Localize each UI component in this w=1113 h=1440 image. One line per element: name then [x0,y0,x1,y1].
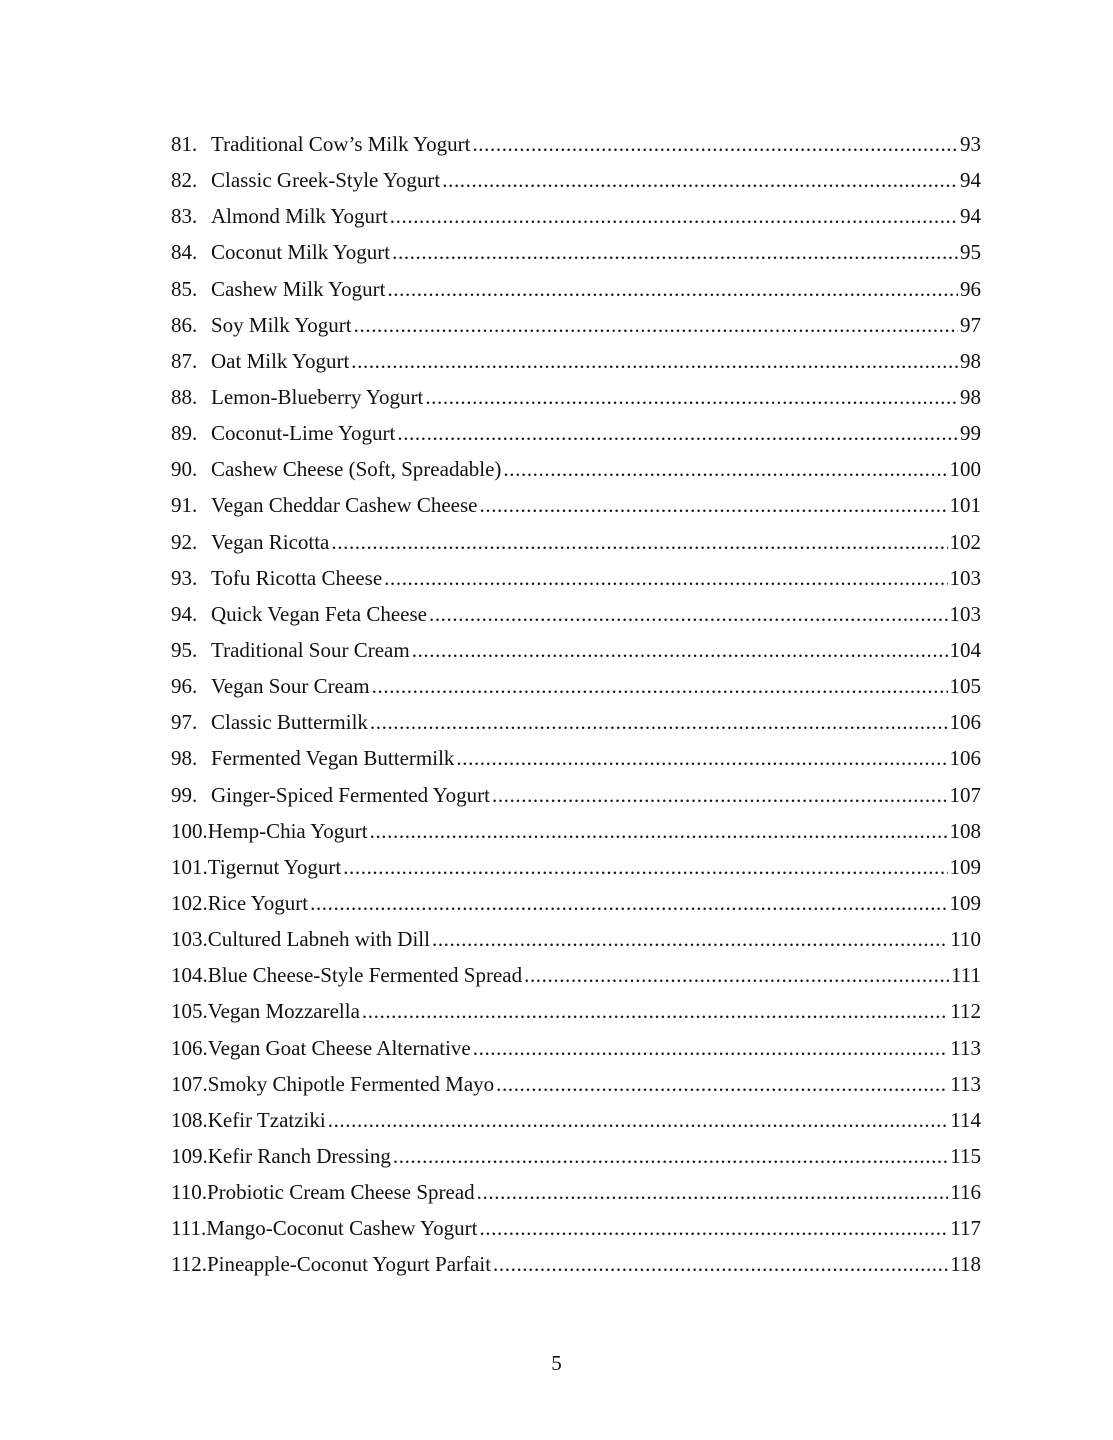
toc-entry[interactable] [171,307,981,343]
toc-entry[interactable] [171,993,981,1029]
toc-entry-number: 91. [171,493,198,518]
toc-entry-page: 118 [950,1252,981,1277]
toc-entry[interactable] [171,560,981,596]
toc-entry-page: 116 [950,1180,981,1205]
toc-entry[interactable] [171,271,981,307]
toc-entry-page: 113 [950,1071,981,1096]
toc-entry[interactable] [171,126,981,162]
toc-entry-title: Tigernut Yogurt [207,854,342,879]
dot-leader [472,126,958,162]
toc-entry-page: 95 [960,240,981,265]
toc-entry[interactable] [171,415,981,451]
toc-entry-number: 108. [171,1107,208,1132]
toc-entry-page: 94 [960,204,981,229]
toc-entry-page: 109 [949,854,981,879]
dot-leader [390,198,958,234]
toc-entry[interactable] [171,885,981,921]
toc-entry-number: 96. [171,674,198,699]
dot-leader [480,487,948,523]
dot-leader [393,1138,948,1174]
toc-entry[interactable] [171,921,981,957]
toc-entry-page: 106 [949,746,981,771]
dot-leader [412,632,948,668]
toc-entry[interactable] [171,1102,981,1138]
dot-leader [328,1102,949,1138]
toc-entry-number: 92. [171,529,198,554]
toc-entry-title: Blue Cheese-Style Fermented Spread [207,963,523,988]
dot-leader [397,415,958,451]
toc-entry-title: Classic Greek-Style Yogurt [211,168,441,193]
toc-entry-page: 115 [950,1143,981,1168]
toc-entry-number: 85. [171,276,198,301]
toc-entry-title: Smoky Chipotle Fermented Mayo [207,1071,495,1096]
toc-entry-title: Tofu Ricotta Cheese [211,565,383,590]
toc-entry-title: Coconut Milk Yogurt [211,240,391,265]
dot-leader [362,993,948,1029]
dot-leader [432,921,948,957]
toc-entry-number: 100. [171,818,208,843]
toc-entry-page: 96 [960,276,981,301]
toc-entry-page: 101 [949,493,981,518]
dot-leader [392,234,958,270]
toc-entry-title: Ginger-Spiced Fermented Yogurt [211,782,490,807]
toc-entry-page: 117 [950,1216,981,1241]
toc-entry-number: 107. [171,1071,208,1096]
toc-entry[interactable] [171,234,981,270]
toc-entry[interactable] [171,487,981,523]
toc-entry-page: 100 [949,457,981,482]
toc-entry-title: Vegan Sour Cream [211,674,370,699]
toc-entry-page: 113 [950,1035,981,1060]
toc-entry-number: 86. [171,312,198,337]
toc-entry-page: 111 [951,963,981,988]
toc-entry-page: 105 [949,674,981,699]
toc-entry[interactable] [171,813,981,849]
toc-entry-page: 107 [949,782,981,807]
toc-entry-title: Pineapple-Coconut Yogurt Parfait [206,1252,492,1277]
toc-entry[interactable] [171,740,981,776]
dot-leader [429,596,948,632]
toc-entry-page: 99 [960,421,981,446]
toc-entry-number: 95. [171,637,198,662]
dot-leader [496,1066,948,1102]
toc-entry-number: 103. [171,927,208,952]
toc-entry[interactable] [171,1246,981,1282]
toc-entry-title: Cultured Labneh with Dill [207,927,430,952]
toc-entry-title: Kefir Ranch Dressing [207,1143,391,1168]
toc-entry[interactable] [171,1138,981,1174]
toc-entry-page: 102 [949,529,981,554]
dot-leader [384,560,947,596]
toc-entry[interactable] [171,1030,981,1066]
toc-entry-number: 88. [171,384,198,409]
toc-entry-title: Cashew Cheese (Soft, Spreadable) [211,457,502,482]
toc-entry-page: 103 [949,601,981,626]
dot-leader [479,1210,948,1246]
toc-entry-number: 104. [171,963,208,988]
toc-entry-number: 87. [171,348,198,373]
toc-entry-title: Oat Milk Yogurt [211,348,350,373]
toc-entry[interactable] [171,343,981,379]
dot-leader [425,379,958,415]
dot-leader [492,777,948,813]
toc-entry-number: 82. [171,168,198,193]
toc-entry-number: 111. [171,1216,207,1241]
dot-leader [442,162,958,198]
toc-entry[interactable] [171,777,981,813]
toc-entry-page: 93 [960,132,981,156]
toc-entry[interactable] [171,1174,981,1210]
toc-entry-title: Almond Milk Yogurt [211,204,388,229]
toc-entry[interactable] [171,957,981,993]
toc-entry-number: 93. [171,565,198,590]
toc-entry-title: Hemp-Chia Yogurt [207,818,368,843]
toc-entry-page: 110 [950,927,981,952]
dot-leader [477,1174,949,1210]
toc-entry-number: 102. [171,890,208,915]
toc-entry-number: 84. [171,240,198,265]
toc-entry-number: 83. [171,204,198,229]
dot-leader [456,740,947,776]
toc-entry-title: Traditional Sour Cream [211,637,410,662]
dot-leader [503,451,947,487]
toc-entry-number: 101. [171,854,208,879]
toc-entry-title: Vegan Ricotta [211,529,330,554]
toc-entry[interactable] [171,632,981,668]
toc-entry-title: Lemon-Blueberry Yogurt [211,384,424,409]
page-number: 5 [551,1351,562,1375]
toc-entry-number: 110. [171,1180,207,1205]
toc-entry-number: 97. [171,710,198,735]
toc-entry-title: Vegan Goat Cheese Alternative [207,1035,471,1060]
toc-entry[interactable] [171,1210,981,1246]
dot-leader [370,704,948,740]
toc-entry-title: Vegan Mozzarella [207,999,360,1024]
dot-leader [387,271,958,307]
dot-leader [370,813,948,849]
toc-entry-page: 106 [949,710,981,735]
table-of-contents [171,126,981,1283]
toc-entry[interactable] [171,704,981,740]
toc-entry-title: Traditional Cow’s Milk Yogurt [211,132,471,156]
toc-entry[interactable] [171,198,981,234]
toc-entry-number: 90. [171,457,198,482]
toc-entry-title: Fermented Vegan Buttermilk [211,746,455,771]
dot-leader [493,1246,948,1282]
toc-entry[interactable] [171,1066,981,1102]
dot-leader [331,524,947,560]
toc-entry[interactable] [171,451,981,487]
toc-entry[interactable] [171,379,981,415]
toc-entry-title: Mango-Coconut Cashew Yogurt [206,1216,478,1241]
toc-entry-title: Probiotic Cream Cheese Spread [206,1180,475,1205]
toc-entry-number: 109. [171,1143,208,1168]
toc-entry-page: 103 [949,565,981,590]
toc-entry-number: 94. [171,601,198,626]
toc-entry-title: Rice Yogurt [207,890,309,915]
toc-entry-number: 81. [171,132,198,156]
toc-entry[interactable] [171,668,981,704]
toc-entry-number: 99. [171,782,198,807]
toc-entry-title: Quick Vegan Feta Cheese [211,601,427,626]
toc-entry-page: 98 [960,348,981,373]
toc-entry-title: Soy Milk Yogurt [211,312,352,337]
dot-leader [310,885,947,921]
toc-entry[interactable] [171,596,981,632]
toc-entry-title: Coconut-Lime Yogurt [211,421,396,446]
toc-entry-page: 108 [949,818,981,843]
toc-entry-number: 89. [171,421,198,446]
toc-entry-title: Cashew Milk Yogurt [211,276,386,301]
dot-leader [524,957,949,993]
toc-entry-page: 112 [950,999,981,1024]
toc-entry-number: 105. [171,999,208,1024]
dot-leader [372,668,948,704]
toc-entry-page: 114 [950,1107,981,1132]
toc-entry-page: 104 [949,637,981,662]
toc-entry-title: Classic Buttermilk [211,710,368,735]
toc-entry-page: 109 [949,890,981,915]
toc-entry-page: 97 [960,312,981,337]
toc-entry-page: 94 [960,168,981,193]
toc-entry[interactable] [171,524,981,560]
dot-leader [343,849,947,885]
dot-leader [351,343,958,379]
toc-entry[interactable] [171,849,981,885]
dot-leader [354,307,958,343]
toc-entry[interactable] [171,162,981,198]
toc-entry-page: 98 [960,384,981,409]
toc-entry-number: 106. [171,1035,208,1060]
toc-entry-number: 98. [171,746,198,771]
toc-entry-number: 112. [171,1252,207,1277]
toc-entry-title: Kefir Tzatziki [207,1107,326,1132]
toc-entry-title: Vegan Cheddar Cashew Cheese [211,493,478,518]
dot-leader [473,1030,949,1066]
